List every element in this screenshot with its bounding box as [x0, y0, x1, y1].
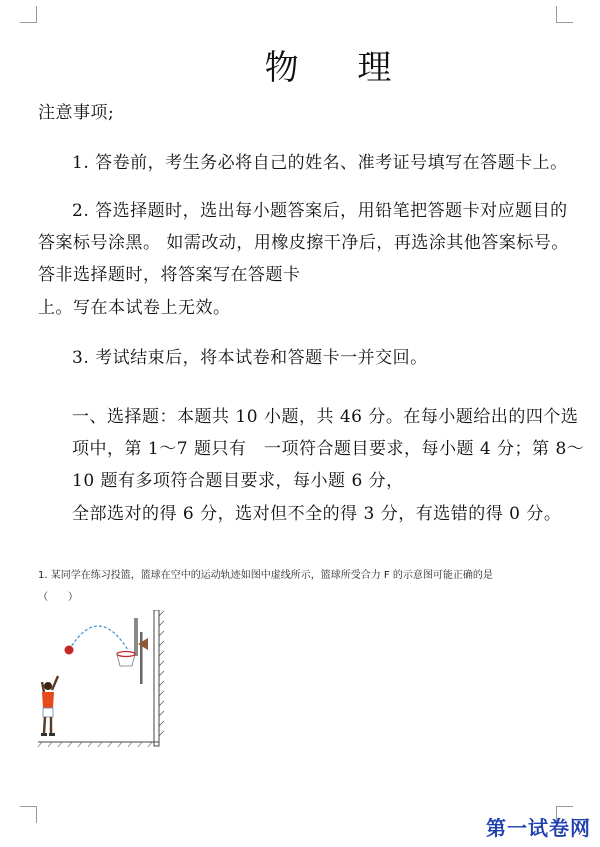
basketball-illustration — [36, 610, 166, 750]
question-1-text: 1. 某同学在练习投篮，篮球在空中的运动轨迹如图中虚线所示，篮球所受合力 F 的示意图可能正确的是 — [38, 570, 493, 581]
trajectory-dashed-line — [69, 626, 128, 650]
hoop — [117, 652, 135, 657]
watermark-site-name: 第一试卷网 — [486, 816, 591, 840]
backboard-pole — [140, 632, 143, 684]
hoop-bracket — [138, 638, 148, 650]
notice-heading: 注意事项; — [38, 103, 115, 123]
notice-item-2-line-3: 答非选择题时，将答案写在答题卡 — [38, 265, 301, 285]
section-instructions-line-3: 10 题有多项符合题目要求，每小题 6 分， — [72, 471, 404, 491]
notice-item-2-line-4: 上。写在本试卷上无效。 — [38, 298, 231, 318]
section-instructions-line-2: 项中，第 1～7 题只有 一项符合题目要求，每小题 4 分；第 8～ — [72, 439, 585, 459]
section-instructions-line-4: 全部选对的得 6 分，选对但不全的得 3 分，有选错的得 0 分。 — [72, 504, 562, 524]
crop-mark-top-left — [20, 6, 37, 23]
notice-item-2-line-2: 答案标号涂黑。 如需改动，用橡皮擦干净后，再选涂其他答案标号。 — [38, 233, 569, 253]
notice-item-3: 3. 考试结束后，将本试卷和答题卡一并交回。 — [72, 348, 428, 368]
basketball — [65, 646, 74, 655]
basketball-figure — [36, 610, 166, 750]
question-1-blank: （ ） — [38, 592, 78, 603]
player — [41, 676, 58, 736]
crop-mark-bottom-left — [20, 806, 37, 823]
notice-item-1: 1. 答卷前，考生务必将自己的姓名、准考证号填写在答题卡上。 — [72, 153, 568, 173]
ground-hatching — [38, 742, 152, 747]
section-instructions-line-1: 一、选择题：本题共 10 小题，共 46 分。在每小题给出的四个选 — [72, 407, 579, 427]
crop-mark-top-right — [556, 6, 573, 23]
page-title: 物 理 — [264, 48, 416, 88]
wall-hatching — [159, 611, 164, 736]
notice-item-2-line-1: 2. 答选择题时，选出每小题答案后，用铅笔把答题卡对应题目的 — [72, 201, 568, 221]
backboard — [134, 618, 138, 656]
wall — [154, 610, 159, 746]
